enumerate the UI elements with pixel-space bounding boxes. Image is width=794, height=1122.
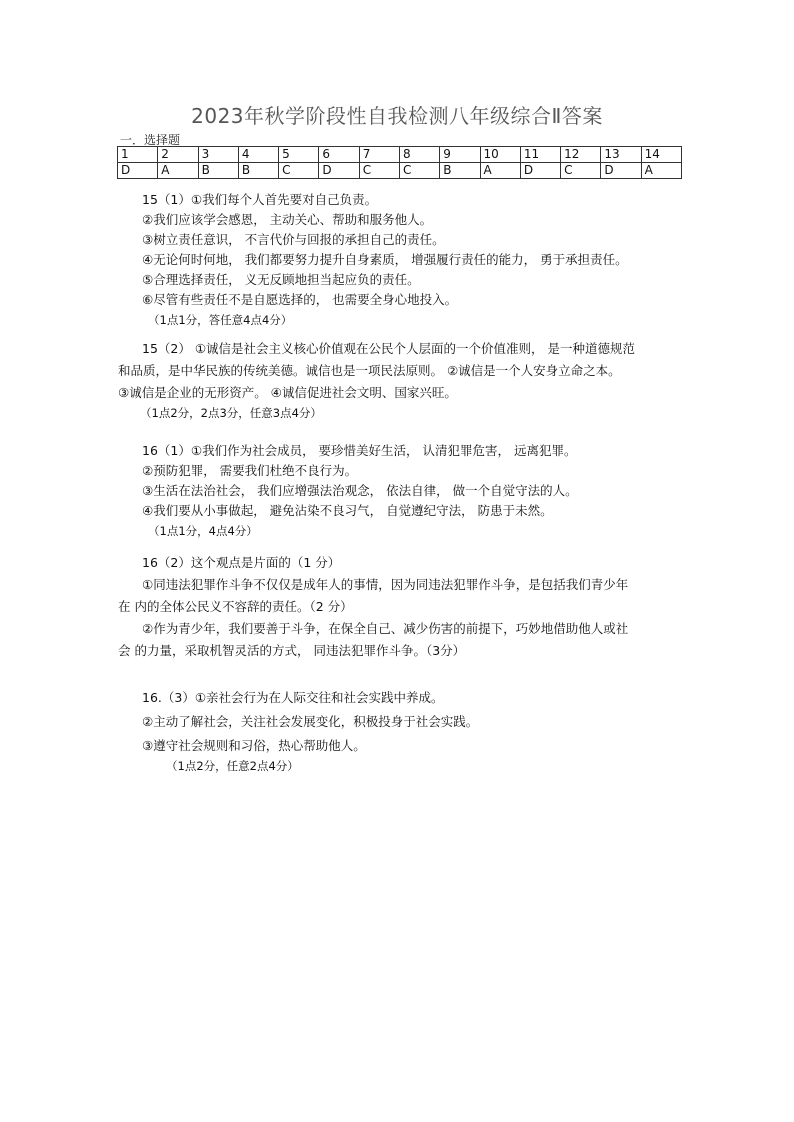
answer-16-3 xyxy=(142,686,687,774)
answer-line: ⑥尽管有些责任不是自愿选择的， 也需要全身心地投入。 xyxy=(142,292,458,307)
question-number: 12 xyxy=(561,147,601,163)
question-number: 5 xyxy=(279,147,319,163)
answer-letter: A xyxy=(641,163,681,179)
answer-letter: D xyxy=(520,163,560,179)
scoring-note: （1点1分，答任意4点4分） xyxy=(148,313,293,327)
answer-line: 16（2）这个观点是片面的（1 分） xyxy=(142,555,341,570)
answer-line: ①同违法犯罪作斗争不仅仅是成年人的事情，因为同违法犯罪作斗争，是包括我们青少年 xyxy=(142,577,629,592)
answer-letter: B xyxy=(440,163,480,179)
question-number: 2 xyxy=(158,147,198,163)
answer-line: ③遵守社会规则和习俗，热心帮助他人。 xyxy=(142,738,366,753)
answer-letter: B xyxy=(238,163,278,179)
answer-line: ④无论何时何地， 我们都要努力提升自身素质， 增强履行责任的能力， 勇于承担责任。 xyxy=(142,252,628,267)
page-title: 2023年秋学阶段性自我检测八年级综合Ⅱ答案 xyxy=(191,104,603,128)
scoring-note: （1点1分，4点4分） xyxy=(148,524,258,538)
answer-line: 在 内的全体公民义不容辞的责任。（2 分） xyxy=(118,599,353,614)
scoring-note: （1点2分，2点3分，任意3点4分） xyxy=(140,406,322,420)
answer-line: ③生活在法治社会， 我们应增强法治观念， 依法自律， 做一个自觉守法的人。 xyxy=(142,483,578,498)
answer-letter: D xyxy=(601,163,641,179)
answer-15-2 xyxy=(118,338,688,422)
answer-15-1 xyxy=(142,190,687,330)
question-number: 11 xyxy=(520,147,560,163)
question-number: 13 xyxy=(601,147,641,163)
answer-table xyxy=(117,146,682,179)
question-number: 4 xyxy=(238,147,278,163)
answer-line: ②作为青少年，我们要善于斗争，在保全自己、减少伤害的前提下，巧妙地借助他人或社 xyxy=(142,621,629,636)
question-number: 1 xyxy=(118,147,158,163)
answer-letter: C xyxy=(399,163,439,179)
answer-line: ⑤合理选择责任， 义无反顾地担当起应负的责任。 xyxy=(142,272,420,287)
answer-line: 15（1）①我们每个人首先要对自己负责。 xyxy=(142,192,378,207)
answer-letter: A xyxy=(158,163,198,179)
question-number: 3 xyxy=(198,147,238,163)
answer-table-number-row xyxy=(118,147,682,163)
answer-line: 会 的力量，采取机智灵活的方式， 同违法犯罪作斗争。（3分） xyxy=(118,643,466,658)
question-number: 7 xyxy=(359,147,399,163)
answer-line: ②我们应该学会感恩， 主动关心、帮助和服务他人。 xyxy=(142,212,433,227)
answer-letter: A xyxy=(480,163,520,179)
answer-letter: D xyxy=(118,163,158,179)
question-number: 10 xyxy=(480,147,520,163)
answer-letter: C xyxy=(279,163,319,179)
answer-letter: D xyxy=(319,163,359,179)
answer-line: ②主动了解社会，关注社会发展变化，积极投身于社会实践。 xyxy=(142,714,479,729)
answer-line: ②预防犯罪， 需要我们杜绝不良行为。 xyxy=(142,463,358,478)
question-number: 14 xyxy=(641,147,681,163)
answer-16-2 xyxy=(118,552,688,662)
section-label-choice: 一．选择题 xyxy=(120,133,181,147)
answer-letter: C xyxy=(359,163,399,179)
question-number: 8 xyxy=(399,147,439,163)
answer-table-answer-row xyxy=(118,163,682,179)
answer-line: 和品质，是中华民族的传统美德。诚信也是一项民法原则。 ②诚信是一个人安身立命之本。 xyxy=(118,363,621,378)
answer-line: ③树立责任意识， 不言代价与回报的承担自己的责任。 xyxy=(142,232,445,247)
answer-line: 16（1）①我们作为社会成员， 要珍惜美好生活， 认清犯罪危害， 远离犯罪。 xyxy=(142,443,577,458)
answer-line: 15（2） ①诚信是社会主义核心价值观在公民个人层面的一个价值准则， 是一种道德规范 xyxy=(142,341,636,356)
answer-letter: C xyxy=(561,163,601,179)
answer-line: ③诚信是企业的无形资产。 ④诚信促进社会文明、国家兴旺。 xyxy=(118,385,457,400)
answer-line: ④我们要从小事做起， 避免沾染不良习气， 自觉遵纪守法， 防患于未然。 xyxy=(142,503,553,518)
answer-16-1 xyxy=(142,441,687,541)
answer-letter: B xyxy=(198,163,238,179)
question-number: 9 xyxy=(440,147,480,163)
answer-line: 16.（3）①亲社会行为在人际交往和社会实践中养成。 xyxy=(142,690,444,705)
scoring-note: （1点2分，任意2点4分） xyxy=(166,759,299,773)
question-number: 6 xyxy=(319,147,359,163)
